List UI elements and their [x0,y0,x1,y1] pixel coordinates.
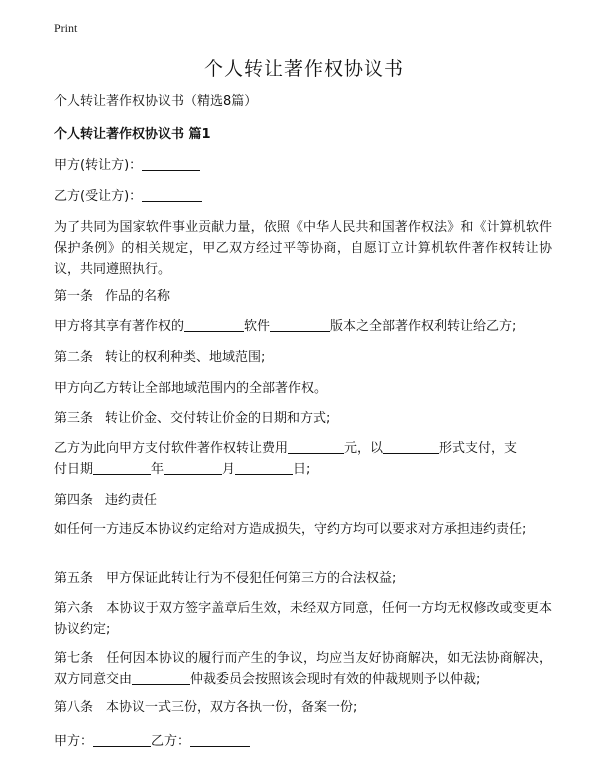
article-1-text-b: 软件 [244,319,271,334]
article-4-title: 违约责任 [105,493,158,508]
party-b-blank [142,187,202,202]
arbitration-commission-blank [132,670,190,685]
party-a-line [54,155,552,176]
day-blank [235,460,293,475]
print-link[interactable]: Print [54,21,78,35]
article-2-heading [54,347,552,368]
article-4-label: 第四条 [54,493,94,508]
party-b-line [54,186,552,207]
article-4-heading [54,490,552,511]
article-3-label: 第三条 [54,411,94,426]
version-blank [270,317,330,332]
sign-party-b-blank [190,732,250,747]
signature-line [54,731,552,752]
payment-method-blank [383,439,439,454]
article-2-label: 第二条 [54,350,94,365]
intro-paragraph: 为了共同为国家软件事业贡献力量，依照《中华人民共和国著作权法》和《计算机软件保护条例》的相关规定，甲乙双方经过平等协商，自愿订立计算机软件著作权转让协议，共同遵照执行。 [54,220,552,277]
party-a-blank [142,156,200,171]
document-title: 个人转让著作权协议书 [203,58,404,80]
year-blank [93,460,151,475]
article-3-text-f: 月 [222,462,236,477]
article-3-text-c: 形式支付，支 [439,441,518,456]
article-2-body: 甲方向乙方转让全部地域范围内的全部著作权。 [54,381,328,396]
article-2-title: 转让的权利种类、地域范围; [105,350,266,365]
article-3-text-a: 乙方为此向甲方支付软件著作权转让费用 [54,441,289,456]
sign-party-a-label: 甲方： [54,734,94,749]
article-8: 第八条 本协议一式三份，双方各执一份，备案一份; [54,700,358,715]
section-heading: 个人转让著作权协议书 篇1 [54,127,211,142]
article-3-title: 转让价金、交付转让价金的日期和方式; [105,411,331,426]
article-5: 第五条 甲方保证此转让行为不侵犯任何第三方的合法权益; [54,571,397,586]
document-subtitle: 个人转让著作权协议书（精选8篇） [54,94,258,109]
fee-amount-blank [288,439,344,454]
party-b-label: 乙方(受让方)： [54,189,143,204]
article-3-heading [54,408,552,429]
article-4-body: 如任何一方违反本协议约定给对方造成损失，守约方均可以要求对方承担违约责任; [54,522,527,537]
article-7-text-a: 第七条 任何因本协议的履行而产生的争议，均应当友好协商解决，如无法协商解决，双方同意交由 [54,651,552,687]
article-1-label: 第一条 [54,289,94,304]
article-1-text-c: 版本之全部著作权利转让给乙方; [330,319,517,334]
article-3-text-b: 元，以 [344,441,384,456]
software-name-blank [184,317,244,332]
article-1-text-a: 甲方将其享有著作权的 [54,319,185,334]
article-3-text-d: 付日期 [54,462,94,477]
party-a-label: 甲方(转让方)： [54,158,143,173]
sign-party-a-blank [93,732,151,747]
article-6: 第六条 本协议于双方签字盖章后生效，未经双方同意，任何一方均无权修改或变更本协议约定; [54,601,552,637]
month-blank [164,460,222,475]
sign-party-b-label: 乙方： [151,734,191,749]
article-1-heading [54,286,552,307]
article-3-text-e: 年 [151,462,165,477]
article-3-body-line-1 [54,438,552,459]
article-1-body [54,316,552,337]
article-3-body-line-2 [54,459,552,480]
article-1-title: 作品的名称 [105,289,171,304]
article-7 [54,648,552,690]
article-7-text-b: 仲裁委员会按照该会现时有效的仲裁规则予以仲裁; [190,672,481,687]
article-3-text-g: 日; [293,462,311,477]
